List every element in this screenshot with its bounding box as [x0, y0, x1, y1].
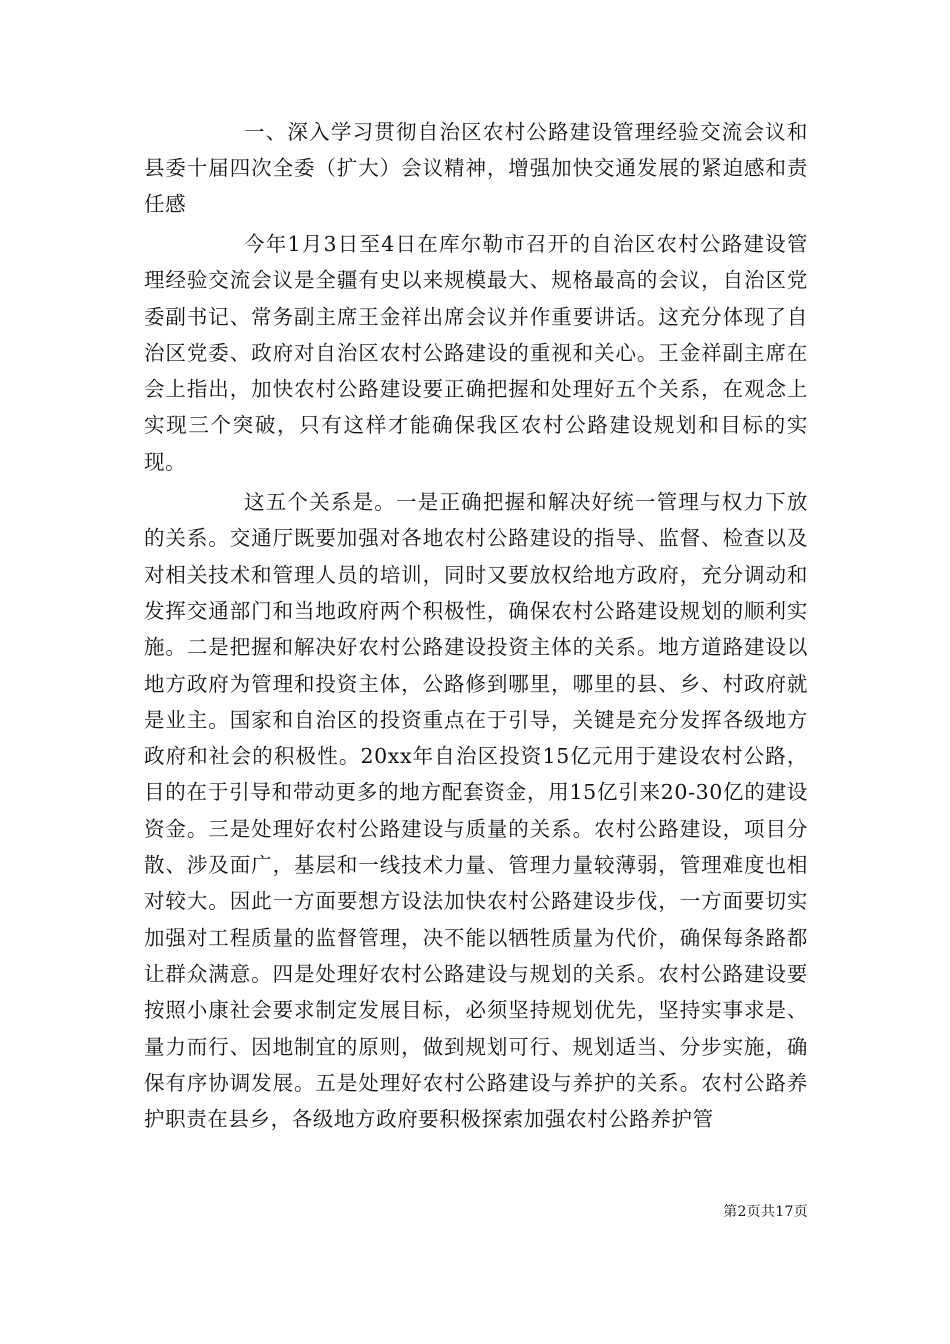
paragraph-meeting-summary: 今年1月3日至4日在库尔勒市召开的自治区农村公路建设管理经验交流会议是全疆有史以来规模最大、规格最高的会议，自治区党委副书记、常务副主席王金祥出席会议并作重要讲话。这充分体现了自治区党委、政府对自治区农村公路建设的重视和关心。王金祥副主席在会上指出，加快农村公路建设要正确把握和处理好五个关系，在观念上实现三个突破，只有这样才能确保我区农村公路建设规划和目标的实现。 [144, 232, 808, 474]
section-heading: 一、深入学习贯彻自治区农村公路建设管理经验交流会议和县委十届四次全委（扩大）会议精神，增强加快交通发展的紧迫感和责任感 [144, 120, 808, 216]
page-number: 第2页共17页 [723, 1204, 808, 1220]
paragraph-five-relations: 这五个关系是。一是正确把握和解决好统一管理与权力下放的关系。交通厅既要加强对各地农村公路建设的指导、监督、检查以及对相关技术和管理人员的培训，同时又要放权给地方政府，充分调动和发挥交通部门和当地政府两个积极性，确保农村公路建设规划的顺利实施。二是把握和解决好农村公路建设投资主体的关系。地方道路建设以地方政府为管理和投资主体，公路修到哪里，哪里的县、乡、村政府就是业主。国家和自治区的投资重点在于引导，关键是充分发挥各级地方政府和社会的积极性。20xx年自治区投资15亿元用于建设农村公路，目的在于引导和带动更多的地方配套资金，用15亿引来20-30亿的建设资金。三是处理好农村公路建设与质量的关系。农村公路建设，项目分散、涉及面广，基层和一线技术力量、管理力量较薄弱，管理难度也相对较大。因此一方面要想方设法加快农村公路建设步伐，一方面要切实加强对工程质量的监督管理，决不能以牺牲质量为代价，确保每条路都让群众满意。四是处理好农村公路建设与规划的关系。农村公路建设要按照小康社会要求制定发展目标，必须坚持规划优先，坚持实事求是、量力而行、因地制宜的原则，做到规划可行、规划适当、分步实施，确保有序协调发展。五是处理好农村公路建设与养护的关系。农村公路养护职责在县乡，各级地方政府要积极探索加强农村公路养护管 [144, 490, 808, 1132]
document-body [144, 114, 808, 1137]
